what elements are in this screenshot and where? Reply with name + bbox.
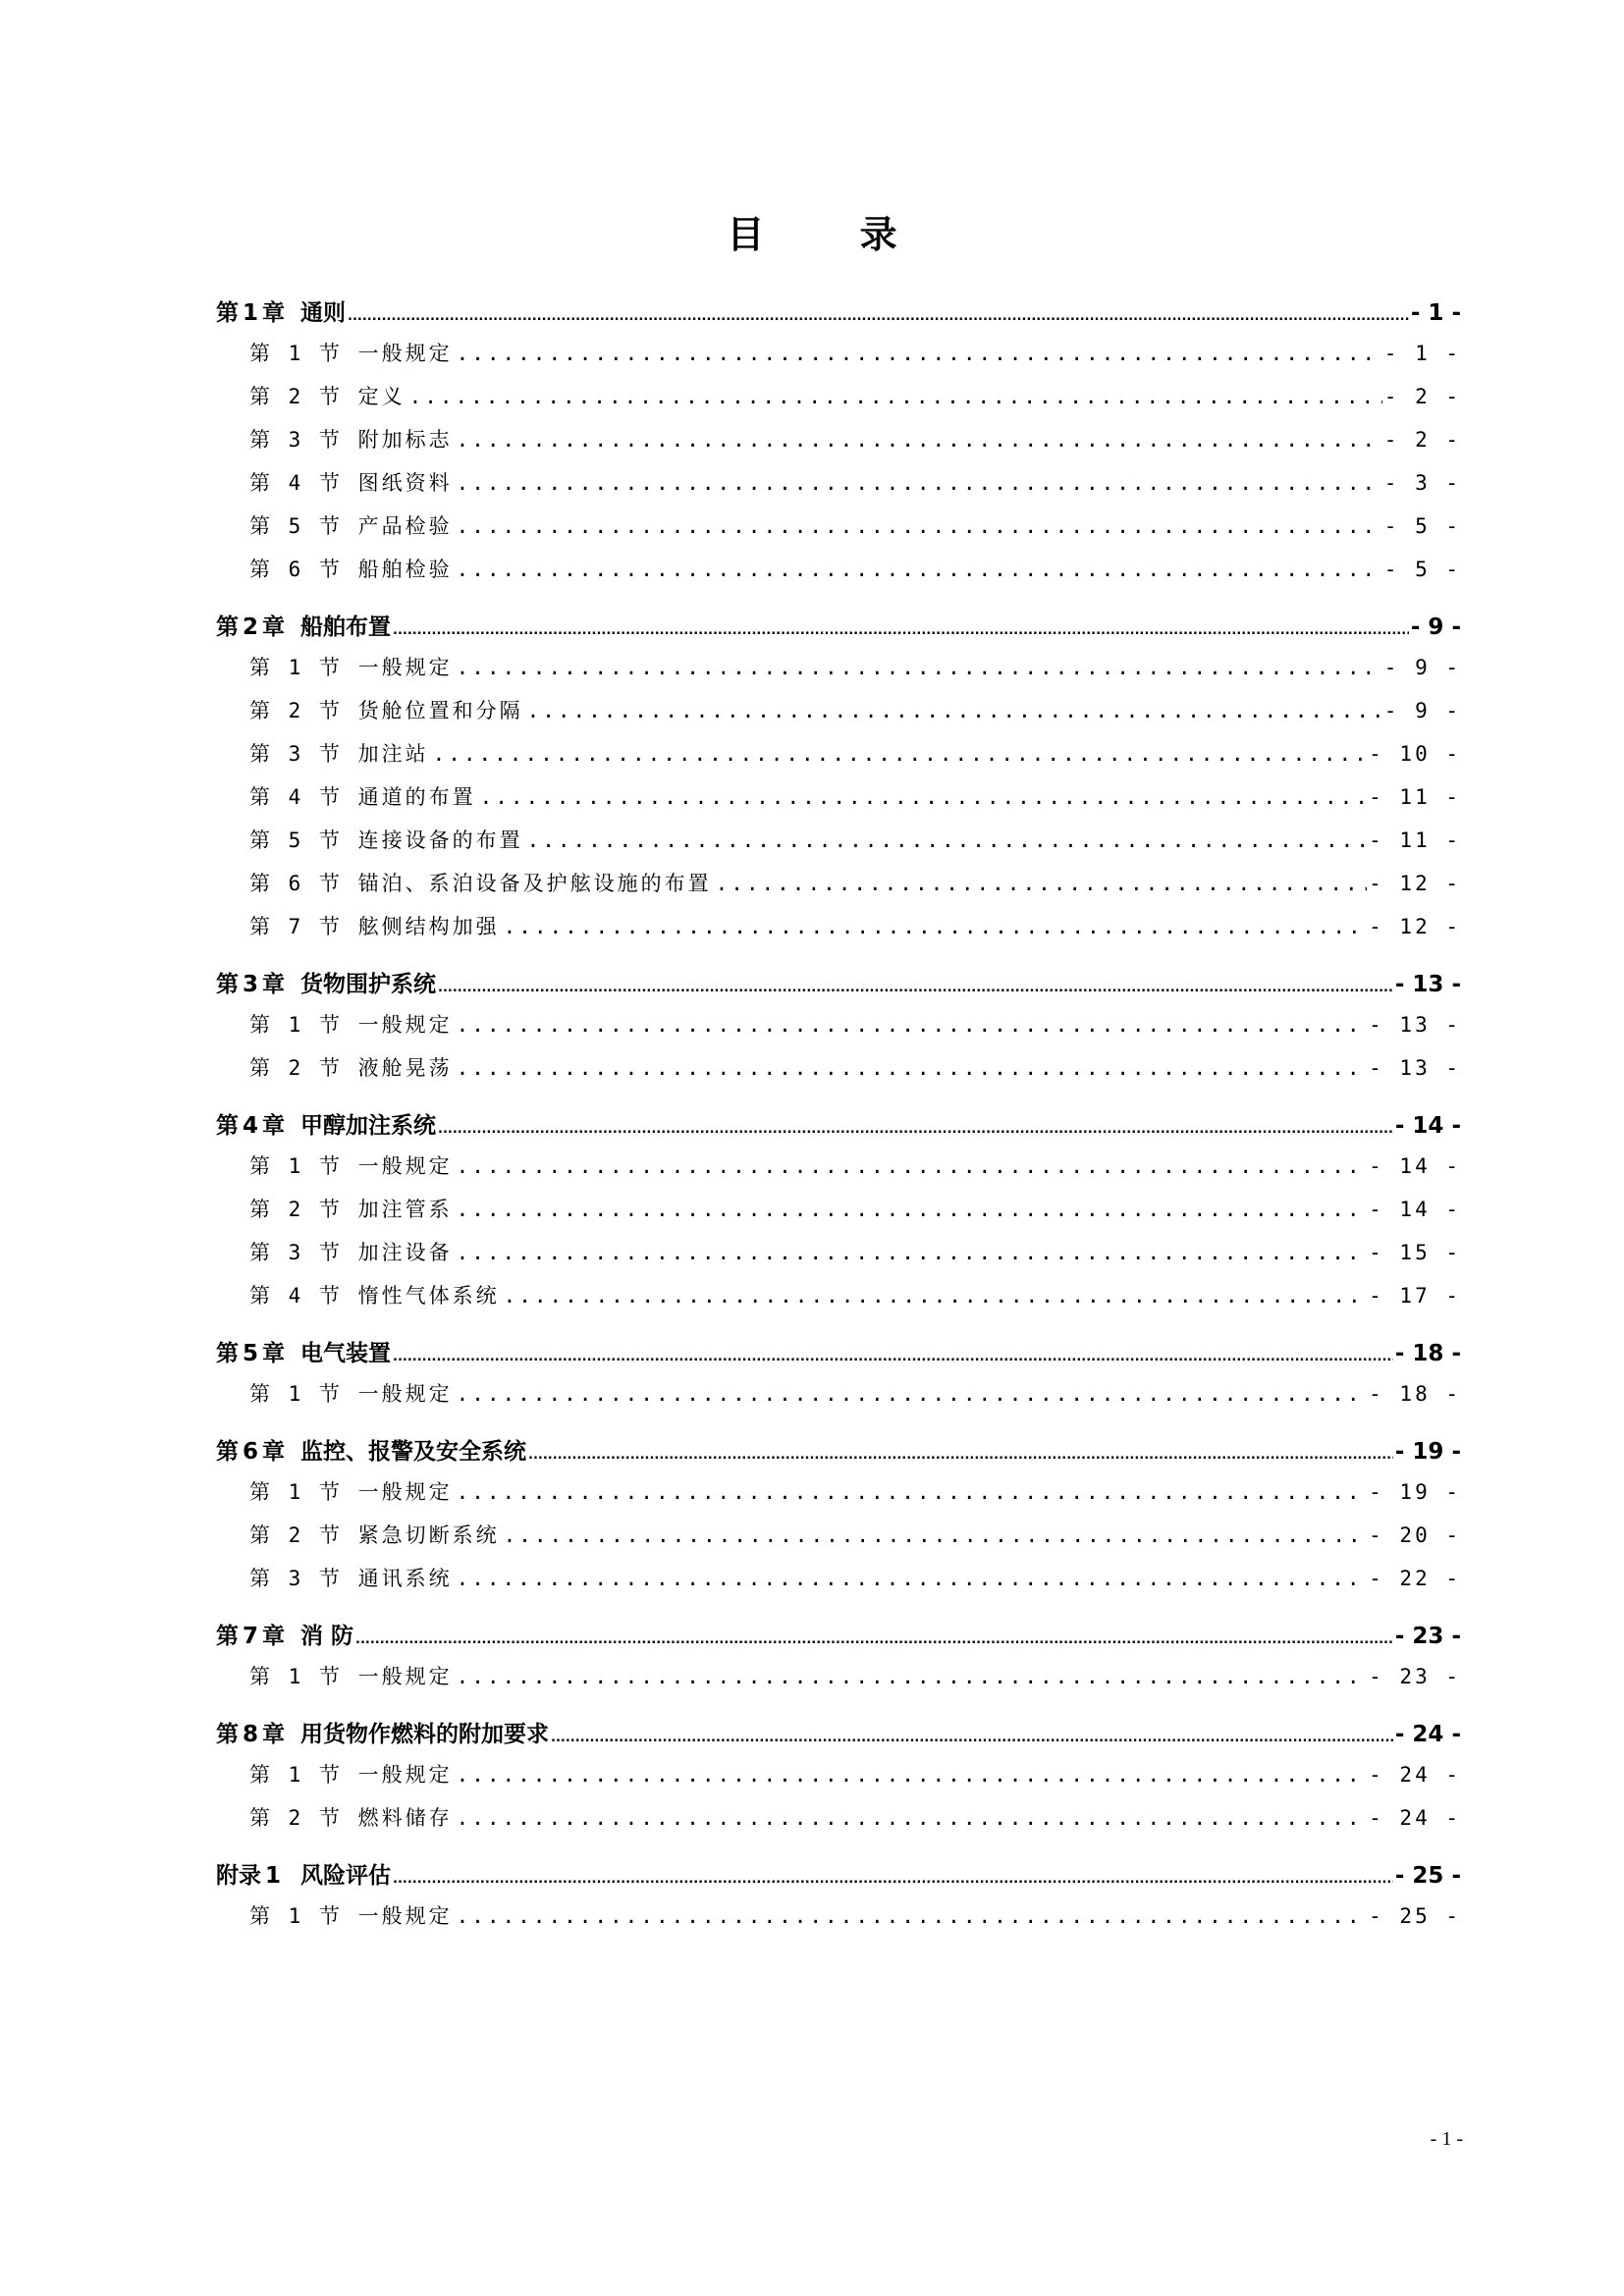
section-number: 第 1 节	[249, 656, 343, 679]
section-title: 加注管系	[357, 1198, 453, 1221]
section-label	[249, 1476, 453, 1506]
toc-section-entry[interactable]	[216, 1280, 1461, 1323]
chapter-label-suffix: 章	[262, 1113, 286, 1139]
dot-leader	[457, 1013, 1368, 1037]
toc-section-entry[interactable]	[216, 1520, 1461, 1563]
chapter-title: 货物围护系统	[300, 972, 437, 997]
chapter-number: 2	[243, 614, 259, 640]
dot-leader	[527, 828, 1368, 852]
chapter-number: 1	[265, 1863, 282, 1889]
section-title: 锚泊、系泊设备及护舷设施的布置	[357, 872, 712, 895]
chapter-title: 用货物作燃料的附加要求	[300, 1722, 550, 1747]
toc-section-entry[interactable]	[216, 695, 1461, 738]
section-page-number: - 14 -	[1369, 1154, 1461, 1178]
toc-section-entry[interactable]	[216, 1150, 1461, 1194]
section-number: 第 2 节	[249, 1806, 343, 1830]
chapter-page-number: - 19 -	[1394, 1439, 1461, 1465]
dot-leader	[457, 1198, 1368, 1221]
chapter-label-suffix: 章	[262, 1439, 286, 1465]
chapter-label-suffix: 章	[262, 614, 286, 640]
toc-section-entry[interactable]	[216, 424, 1461, 467]
chapter-number: 5	[243, 1341, 259, 1366]
toc-section-entry[interactable]	[216, 738, 1461, 781]
section-page-number: - 25 -	[1369, 1904, 1461, 1928]
dot-leader	[457, 1806, 1368, 1830]
chapter-label-prefix: 第	[216, 972, 239, 997]
toc-section-entry[interactable]	[216, 652, 1461, 695]
dot-leader	[504, 1284, 1368, 1308]
section-number: 第 1 节	[249, 1154, 343, 1178]
section-number: 第 3 节	[249, 428, 343, 452]
chapter-label-prefix: 第	[216, 1439, 239, 1465]
section-label	[249, 1563, 453, 1592]
toc-chapter-entry[interactable]	[216, 1857, 1461, 1900]
toc-section-entry[interactable]	[216, 1052, 1461, 1095]
section-number: 第 3 节	[249, 1241, 343, 1264]
toc-section-entry[interactable]	[216, 510, 1461, 554]
toc-section-entry[interactable]	[216, 338, 1461, 381]
section-label	[249, 381, 406, 410]
chapter-label-prefix: 第	[216, 300, 239, 326]
chapter-label-prefix: 附录	[216, 1863, 261, 1889]
chapter-number: 7	[243, 1624, 259, 1649]
section-title: 定义	[357, 385, 406, 408]
dot-leader	[528, 1448, 1393, 1463]
section-label	[249, 868, 712, 897]
chapter-page-number: - 25 -	[1394, 1863, 1461, 1889]
section-title: 产品检验	[357, 514, 453, 538]
chapter-page-number: - 24 -	[1394, 1722, 1461, 1747]
chapter-label-prefix: 第	[216, 1113, 239, 1139]
chapter-title: 风险评估	[300, 1863, 392, 1889]
section-number: 第 2 节	[249, 1198, 343, 1221]
section-page-number: - 5 -	[1383, 558, 1461, 581]
chapter-title: 船舶布置	[300, 614, 392, 640]
section-number: 第 2 节	[249, 385, 343, 408]
section-number: 第 7 节	[249, 915, 343, 938]
section-page-number: - 9 -	[1383, 699, 1461, 722]
section-label	[249, 554, 453, 583]
dot-leader	[504, 915, 1368, 938]
dot-leader	[457, 1382, 1368, 1406]
chapter-page-number: - 14 -	[1394, 1113, 1461, 1139]
toc-chapter-entry[interactable]	[216, 1433, 1461, 1476]
chapter-label	[216, 1857, 391, 1890]
chapter-label-prefix: 第	[216, 614, 239, 640]
toc-chapter-entry[interactable]	[216, 609, 1461, 652]
table-of-contents	[216, 294, 1461, 1944]
chapter-label-suffix: 章	[262, 1722, 286, 1747]
dot-leader	[457, 342, 1382, 365]
chapter-label	[216, 1618, 353, 1650]
toc-section-entry[interactable]	[216, 1237, 1461, 1280]
toc-section-entry[interactable]	[216, 1802, 1461, 1845]
dot-leader	[433, 742, 1368, 766]
toc-section-entry[interactable]	[216, 911, 1461, 954]
chapter-label	[216, 1716, 549, 1748]
section-page-number: - 12 -	[1369, 872, 1461, 895]
dot-leader	[551, 1731, 1393, 1745]
dot-leader	[527, 699, 1382, 722]
section-title: 舷侧结构加强	[357, 915, 500, 938]
chapter-title: 甲醇加注系统	[300, 1113, 437, 1139]
section-page-number: - 15 -	[1369, 1241, 1461, 1264]
section-label	[249, 1237, 453, 1266]
section-title: 一般规定	[357, 1665, 453, 1688]
dot-leader	[457, 1154, 1368, 1178]
section-title: 紧急切断系统	[357, 1523, 500, 1547]
dot-leader	[457, 1763, 1368, 1787]
section-label	[249, 738, 429, 768]
section-title: 通讯系统	[357, 1567, 453, 1590]
chapter-page-number: - 23 -	[1394, 1624, 1461, 1649]
toc-section-entry[interactable]	[216, 1759, 1461, 1802]
section-number: 第 2 节	[249, 699, 343, 722]
section-page-number: - 22 -	[1369, 1567, 1461, 1590]
dot-leader	[457, 1904, 1368, 1928]
dot-leader	[457, 656, 1382, 679]
chapter-label	[216, 1335, 391, 1367]
chapter-number: 1	[243, 300, 259, 326]
section-label	[249, 911, 500, 940]
section-number: 第 1 节	[249, 1382, 343, 1406]
section-number: 第 6 节	[249, 872, 343, 895]
section-page-number: - 5 -	[1383, 514, 1461, 538]
section-label	[249, 695, 523, 724]
dot-leader	[348, 309, 1409, 324]
toc-chapter-entry[interactable]	[216, 1618, 1461, 1661]
section-page-number: - 18 -	[1369, 1382, 1461, 1406]
section-number: 第 6 节	[249, 558, 343, 581]
dot-leader	[457, 558, 1382, 581]
section-number: 第 5 节	[249, 828, 343, 852]
section-number: 第 1 节	[249, 1480, 343, 1504]
dot-leader	[457, 1567, 1368, 1590]
section-page-number: - 11 -	[1369, 785, 1461, 809]
toc-section-entry[interactable]	[216, 1563, 1461, 1606]
chapter-label-prefix: 第	[216, 1624, 239, 1649]
chapter-label	[216, 1107, 436, 1140]
dot-leader	[457, 471, 1382, 495]
dot-leader	[393, 623, 1409, 638]
dot-leader	[393, 1872, 1393, 1887]
section-number: 第 2 节	[249, 1523, 343, 1547]
dot-leader	[438, 981, 1393, 995]
section-number: 第 4 节	[249, 785, 343, 809]
section-label	[249, 467, 453, 497]
toc-section-entry[interactable]	[216, 1476, 1461, 1520]
toc-section-entry[interactable]	[216, 1378, 1461, 1421]
section-title: 货舱位置和分隔	[357, 699, 523, 722]
dot-leader	[457, 1241, 1368, 1264]
section-title: 一般规定	[357, 1154, 453, 1178]
toc-section-entry[interactable]	[216, 1661, 1461, 1704]
section-label	[249, 510, 453, 540]
chapter-number: 3	[243, 972, 259, 997]
section-title: 船舶检验	[357, 558, 453, 581]
section-title: 图纸资料	[357, 471, 453, 495]
dot-leader	[716, 872, 1368, 895]
section-page-number: - 24 -	[1369, 1806, 1461, 1830]
toc-section-entry[interactable]	[216, 467, 1461, 510]
dot-leader	[355, 1632, 1393, 1647]
dot-leader	[457, 514, 1382, 538]
toc-section-entry[interactable]	[216, 825, 1461, 868]
section-page-number: - 24 -	[1369, 1763, 1461, 1787]
section-page-number: - 17 -	[1369, 1284, 1461, 1308]
section-number: 第 1 节	[249, 342, 343, 365]
chapter-title: 电气装置	[300, 1341, 392, 1366]
toc-section-entry[interactable]	[216, 1900, 1461, 1944]
chapter-label-suffix: 章	[262, 300, 286, 326]
toc-section-entry[interactable]	[216, 381, 1461, 424]
section-number: 第 3 节	[249, 1567, 343, 1590]
section-label	[249, 825, 523, 854]
section-number: 第 4 节	[249, 1284, 343, 1308]
toc-chapter-entry[interactable]	[216, 294, 1461, 338]
section-title: 一般规定	[357, 1013, 453, 1037]
section-label	[249, 1150, 453, 1180]
dot-leader	[457, 1665, 1368, 1688]
section-title: 连接设备的布置	[357, 828, 523, 852]
section-title: 加注设备	[357, 1241, 453, 1264]
chapter-page-number: - 9 -	[1410, 614, 1461, 640]
chapter-title: 通则	[300, 300, 347, 326]
chapter-label	[216, 1433, 526, 1466]
chapter-label-suffix: 章	[262, 972, 286, 997]
section-title: 附加标志	[357, 428, 453, 452]
section-title: 一般规定	[357, 1904, 453, 1928]
chapter-label-prefix: 第	[216, 1722, 239, 1747]
dot-leader	[480, 785, 1368, 809]
section-label	[249, 781, 476, 811]
page-number: - 1 -	[1430, 2128, 1463, 2150]
section-number: 第 1 节	[249, 1904, 343, 1928]
section-title: 加注站	[357, 742, 429, 766]
section-page-number: - 3 -	[1383, 471, 1461, 495]
toc-chapter-entry[interactable]	[216, 1716, 1461, 1759]
dot-leader	[457, 1056, 1368, 1080]
section-number: 第 5 节	[249, 514, 343, 538]
section-label	[249, 1052, 453, 1082]
section-number: 第 4 节	[249, 471, 343, 495]
dot-leader	[457, 428, 1382, 452]
chapter-page-number: - 13 -	[1394, 972, 1461, 997]
section-page-number: - 9 -	[1383, 656, 1461, 679]
section-number: 第 1 节	[249, 1013, 343, 1037]
toc-section-entry[interactable]	[216, 1194, 1461, 1237]
section-label	[249, 652, 453, 681]
section-page-number: - 1 -	[1383, 342, 1461, 365]
toc-section-entry[interactable]	[216, 1009, 1461, 1052]
section-label	[249, 1378, 453, 1408]
chapter-number: 8	[243, 1722, 259, 1747]
toc-section-entry[interactable]	[216, 868, 1461, 911]
chapter-page-number: - 18 -	[1394, 1341, 1461, 1366]
chapter-title: 消 防	[300, 1624, 354, 1649]
toc-section-entry[interactable]	[216, 781, 1461, 825]
section-page-number: - 11 -	[1369, 828, 1461, 852]
chapter-label	[216, 609, 391, 641]
section-label	[249, 1194, 453, 1223]
chapter-title: 监控、报警及安全系统	[300, 1439, 527, 1465]
toc-chapter-entry[interactable]	[216, 1107, 1461, 1150]
section-label	[249, 1900, 453, 1930]
dot-leader	[393, 1350, 1393, 1364]
chapter-label	[216, 966, 436, 998]
section-page-number: - 14 -	[1369, 1198, 1461, 1221]
section-label	[249, 424, 453, 454]
section-title: 惰性气体系统	[357, 1284, 500, 1308]
section-label	[249, 1661, 453, 1690]
dot-leader	[457, 1480, 1368, 1504]
section-page-number: - 13 -	[1369, 1013, 1461, 1037]
chapter-label-suffix: 章	[262, 1624, 286, 1649]
section-page-number: - 10 -	[1369, 742, 1461, 766]
toc-chapter-entry[interactable]	[216, 1335, 1461, 1378]
section-title: 通道的布置	[357, 785, 476, 809]
section-page-number: - 20 -	[1369, 1523, 1461, 1547]
chapter-label-suffix: 章	[262, 1341, 286, 1366]
dot-leader	[409, 385, 1382, 408]
dot-leader	[504, 1523, 1368, 1547]
section-title: 一般规定	[357, 1382, 453, 1406]
section-page-number: - 13 -	[1369, 1056, 1461, 1080]
section-number: 第 2 节	[249, 1056, 343, 1080]
chapter-number: 4	[243, 1113, 259, 1139]
section-page-number: - 23 -	[1369, 1665, 1461, 1688]
chapter-label-prefix: 第	[216, 1341, 239, 1366]
section-label	[249, 1009, 453, 1039]
section-title: 燃料储存	[357, 1806, 453, 1830]
section-page-number: - 19 -	[1369, 1480, 1461, 1504]
section-page-number: - 2 -	[1383, 385, 1461, 408]
chapter-page-number: - 1 -	[1410, 300, 1461, 326]
section-label	[249, 1280, 500, 1309]
section-label	[249, 1520, 500, 1549]
section-number: 第 3 节	[249, 742, 343, 766]
page-title: 目 录	[727, 213, 939, 256]
section-page-number: - 2 -	[1383, 428, 1461, 452]
section-page-number: - 12 -	[1369, 915, 1461, 938]
section-label	[249, 1759, 453, 1789]
section-title: 一般规定	[357, 1763, 453, 1787]
section-title: 一般规定	[357, 1480, 453, 1504]
section-label	[249, 338, 453, 367]
section-number: 第 1 节	[249, 1665, 343, 1688]
section-title: 一般规定	[357, 656, 453, 679]
section-label	[249, 1802, 453, 1832]
chapter-number: 6	[243, 1439, 259, 1465]
dot-leader	[438, 1122, 1393, 1137]
toc-section-entry[interactable]	[216, 554, 1461, 597]
section-title: 一般规定	[357, 342, 453, 365]
section-title: 液舱晃荡	[357, 1056, 453, 1080]
chapter-label	[216, 294, 346, 327]
section-number: 第 1 节	[249, 1763, 343, 1787]
toc-chapter-entry[interactable]	[216, 966, 1461, 1009]
